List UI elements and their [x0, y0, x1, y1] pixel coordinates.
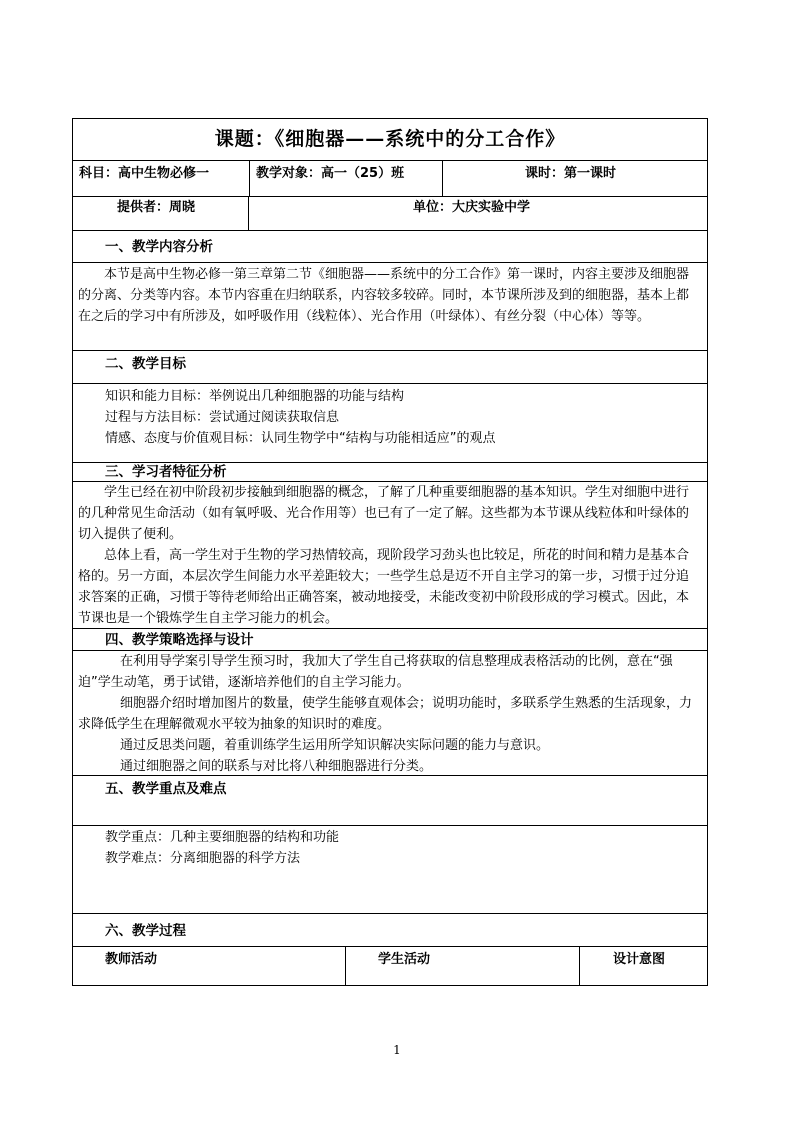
section-2-heading-row	[72, 350, 708, 383]
info-row-1	[72, 160, 708, 196]
section-6-heading: 六、教学过程	[105, 923, 186, 939]
section-3-paragraph-1: 学生已经在初中阶段初步接触到细胞器的概念，了解了几种重要细胞器的基本知识。学生对细胞中进行的几种常见生命活动（如有氧呼吸、光合作用等）也已有了一定了解。这些都为本节课从线粒体和叶绿体的切入提供了便利。	[78, 485, 690, 542]
subject-label: 科目：高中生物必修一	[79, 166, 210, 181]
section-4-paragraph-3: 通过反思类问题，着重训练学生运用所学知识解决实际问题的能力与意识。	[120, 738, 550, 753]
section-3-content-row	[72, 481, 708, 628]
audience-label: 教学对象：高一（25）班	[256, 166, 405, 181]
section-4-content-row	[72, 650, 708, 775]
period-label: 课时：第一课时	[525, 166, 617, 181]
lesson-title: 课题：《细胞器——系统中的分工合作》	[214, 128, 566, 150]
difficult-point: 教学难点：分离细胞器的科学方法	[105, 851, 301, 866]
design-intent-header: 设计意图	[613, 952, 666, 967]
section-4-paragraph-4: 通过细胞器之间的联系与对比将八种细胞器进行分类。	[120, 759, 433, 774]
section-1-content-row	[72, 262, 708, 350]
page-number: 1	[393, 1043, 401, 1057]
section-4-paragraph-1: 在利用导学案引导学生预习时，我加大了学生自己将获取的信息整理成表格活动的比例，意在“强迫”学生动笔，勇于试错，逐渐培养他们的自主学习能力。	[78, 654, 673, 690]
section-1-heading-row	[72, 230, 708, 262]
goal-process: 过程与方法目标：尝试通过阅读获取信息	[105, 410, 340, 425]
section-2-content-row	[72, 383, 708, 462]
section-2-heading: 二、教学目标	[105, 356, 186, 372]
unit-label: 单位：大庆实验中学	[413, 200, 531, 215]
process-header-row	[72, 946, 708, 986]
teacher-activity-header: 教师活动	[105, 952, 158, 967]
section-3-heading: 三、学习者特征分析	[105, 464, 227, 480]
info-row-2	[72, 196, 708, 230]
key-point: 教学重点：几种主要细胞器的结构和功能	[105, 830, 340, 845]
section-3-paragraph-2: 总体上看，高一学生对于生物的学习热情较高，现阶段学习劲头也比较足，所花的时间和精力是基本合格的。另一方面，本层次学生间能力水平差距较大；一些学生总是迈不开自主学习的第一步，习惯于过分追求答案的正确，习惯于等待老师给出正确答案，被动地接受，未能改变初中阶段形成的学习模式。因此，本节课也是一个锻炼学生自主学习能力的机会。	[78, 548, 690, 626]
section-4-heading: 四、教学策略选择与设计	[105, 632, 254, 648]
section-5-content-row	[72, 825, 708, 913]
section-1-heading: 一、教学内容分析	[105, 239, 213, 255]
student-activity-header: 学生活动	[378, 952, 431, 967]
title-row	[72, 118, 708, 160]
section-5-heading-row	[72, 775, 708, 825]
goal-knowledge: 知识和能力目标：举例说出几种细胞器的功能与结构	[105, 389, 405, 404]
section-4-heading-row	[72, 628, 708, 650]
section-5-heading: 五、教学重点及难点	[105, 781, 227, 797]
goal-emotion: 情感、态度与价值观目标：认同生物学中“结构与功能相适应”的观点	[105, 431, 496, 446]
section-3-heading-row	[72, 462, 708, 481]
section-1-paragraph: 本节是高中生物必修一第三章第二节《细胞器——系统中的分工合作》第一课时，内容主要涉及细胞器的分离、分类等内容。本节内容重在归纳联系，内容较多较碎。同时，本节课所涉及到的细胞器，基本上都在之后的学习中有所涉及，如呼吸作用（线粒体）、光合作用（叶绿体）、有丝分裂（中心体）等等。	[78, 267, 690, 324]
section-6-heading-row	[72, 913, 708, 946]
provider-label: 提供者：周晓	[117, 200, 196, 215]
section-4-paragraph-2: 细胞器介绍时增加图片的数量，使学生能够直观体会；说明功能时，多联系学生熟悉的生活现象，力求降低学生在理解微观水平较为抽象的知识时的难度。	[78, 696, 693, 732]
